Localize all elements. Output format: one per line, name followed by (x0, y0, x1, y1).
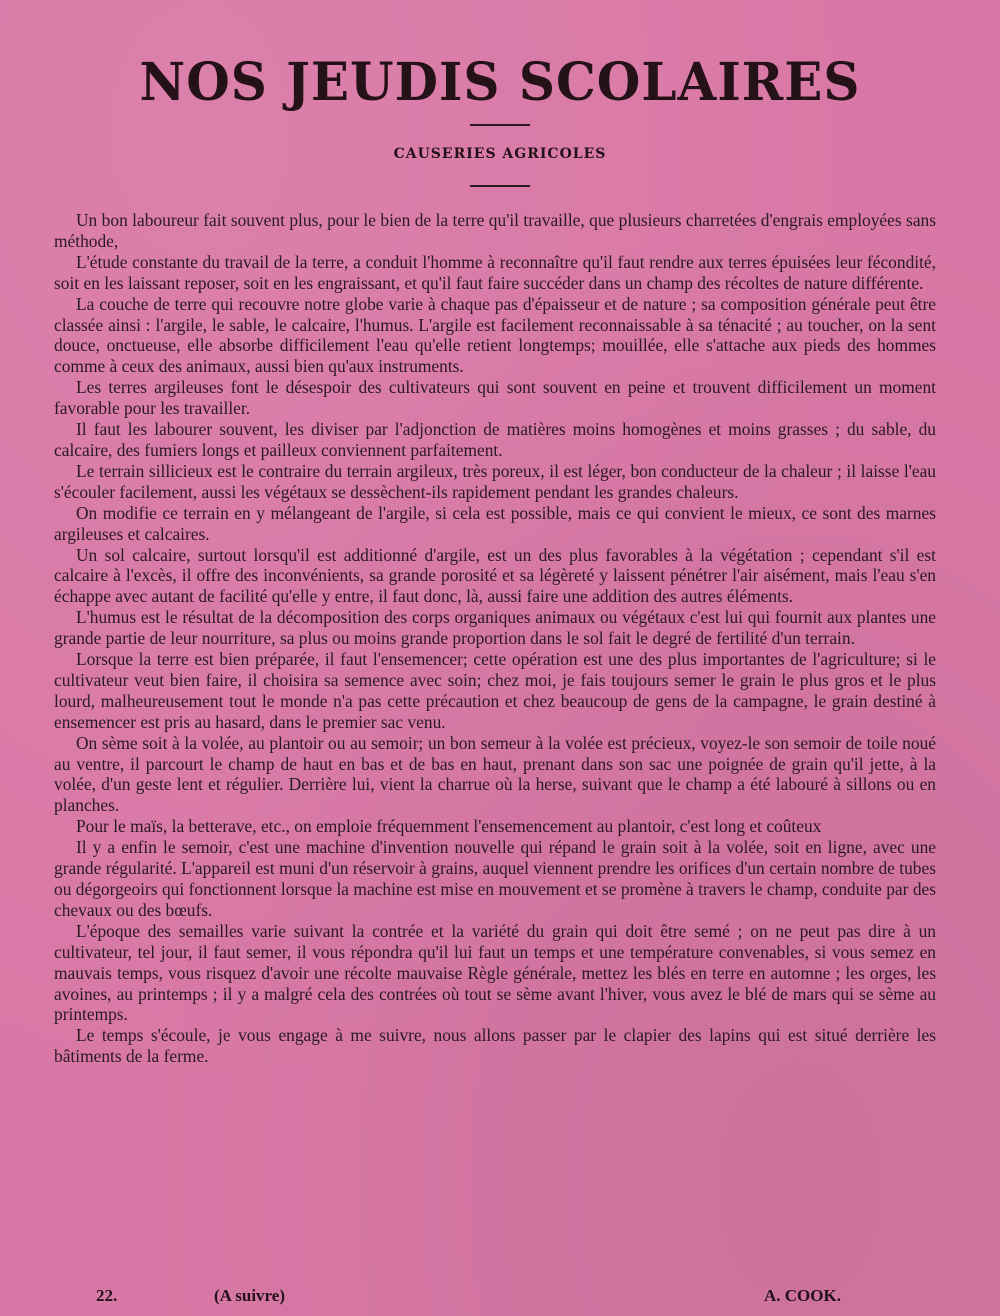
continued-note: (A suivre) (214, 1286, 285, 1305)
section-subtitle: CAUSERIES AGRICOLES (393, 146, 607, 162)
paragraph: Il faut les labourer souvent, les diviser par l'adjonction de matières moins homogènes et moins grasses ; du sable, du calcaire, des fumiers longs et pailleux conviennent parfaitement. (54, 419, 936, 460)
paragraph: La couche de terre qui recouvre notre globe varie à chaque pas d'épaisseur et de nature ; sa composition générale peut être classée ainsi : l'argile, le sable, le calcaire, l'humus. L'argile est facilement reconnaissable à sa ténacité ; au toucher, on la sent douce, onctueuse, elle absorbe difficilement l'eau qu'elle retient longtemps; mouillée, elle s'attache aux pieds des hommes comme à ceux des animaux, aussi bien qu'aux instruments. (54, 293, 936, 377)
paragraph: L'époque des semailles varie suivant la contrée et la variété du grain qui doit être semé ; on ne peut pas dire à un cultivateur, tel jour, il faut semer, il vous répondra qu'il lui faut un temps et une température convenables, si vous semez en mauvais temps, vous risquez d'avoir une récolte mauvaise Règle générale, mettez les blés en terre en automne ; les orges, les avoines, au printemps ; il y a malgré cela des contrées où tout se sème avant l'hiver, vous avez le blé de mars qui se sème au printemps. (54, 920, 936, 1025)
paragraph: Il y a enfin le semoir, c'est une machine d'invention nouvelle qui répand le grain soit à la volée, soit en ligne, avec une grande régularité. L'appareil est muni d'un réservoir à grains, auquel viennent prendre les orifices d'un certain nombre de tubes ou dégorgeoirs qui fonctionnent lorsque la machine est mise en mouvement et se promène à travers le champ, conduite par des chevaux ou des bœufs. (54, 837, 936, 920)
paragraph: L'étude constante du travail de la terre, a conduit l'homme à reconnaître qu'il faut rendre aux terres épuisées leur fécondité, soit en les laissant reposer, soit en les engraissant, et qu'il faut faire succéder dans un champ des récoltes de nature différente. (54, 251, 936, 293)
paragraph: Un sol calcaire, surtout lorsqu'il est additionné d'argile, est un des plus favorables à la végétation ; cependant s'il est calcaire à l'excès, il offre des inconvénients, sa grande porosité et sa légèreté y laissent pénétrer l'air aisément, mais l'eau s'en échappe avec autant de facilité qu'elle y entre, il faut donc, là, aussi faire une addition des autres éléments. (54, 544, 936, 607)
paragraph: Lorsque la terre est bien préparée, il faut l'ensemencer; cette opération est une des plus importantes de l'agriculture; si le cultivateur veut bien faire, il choisira sa semence avec soin; chez moi, je fais toujours semer le grain le plus gros et le plus lourd, malheureusement tout le monde n'a pas cette précaution et chez beaucoup de gens de la campagne, le grain destiné à ensemencer est pris au hasard, dans le premier sac venu. (54, 649, 936, 732)
paragraph: Le terrain sillicieux est le contraire du terrain argileux, très poreux, il est léger, bon conducteur de la chaleur ; il laisse l'eau s'écouler facilement, aussi les végétaux se dessèchent-ils rapidement pendant les grandes chaleurs. (54, 460, 936, 502)
page-title: NOS JEUDIS SCOLAIRES (139, 50, 861, 113)
paragraph: Pour le maïs, la betterave, etc., on emploie fréquemment l'ensemencement au plantoir, c'est long et coûteux (76, 816, 822, 837)
paragraph: L'humus est le résultat de la décomposition des corps organiques animaux ou végétaux c'est lui qui fournit aux plantes une grande partie de leur nourriture, sa plus ou moins grande proportion dans le sol fait le degré de fertilité d'un terrain. (54, 607, 936, 649)
title-divider (470, 124, 530, 126)
paragraph: Un bon laboureur fait souvent plus, pour le bien de la terre qu'il travaille, que plusieurs charretées d'engrais employées sans méthode, (54, 210, 936, 251)
paragraph: On modifie ce terrain en y mélangeant de l'argile, si cela est possible, mais ce qui convient le mieux, ce sont des marnes argileuses et calcaires. (54, 502, 936, 544)
paragraph: Les terres argileuses font le désespoir des cultivateurs qui sont souvent en peine et trouvent difficilement un moment favorable pour les travailler. (54, 377, 936, 419)
article-body (54, 210, 936, 1067)
paragraph: On sème soit à la volée, au plantoir ou au semoir; un bon semeur à la volée est précieux, voyez-le son semoir de toile noué au ventre, il parcourt le champ de haut en bas et de bas en haut, prenant dans son sac une poignée de grain qu'il jette, à la volée, d'un geste lent et régulier. Derrière lui, vient la charrue où la herse, suivant que le champ a été labouré à sillons ou en planches. (54, 732, 936, 816)
paragraph: Le temps s'écoule, je vous engage à me suivre, nous allons passer par le clapier des lapins qui est situé derrière les bâtiments de la ferme. (54, 1025, 936, 1067)
author-signature: A. COOK. (764, 1286, 841, 1305)
page-number: 22. (96, 1286, 118, 1305)
subtitle-divider (470, 185, 530, 187)
